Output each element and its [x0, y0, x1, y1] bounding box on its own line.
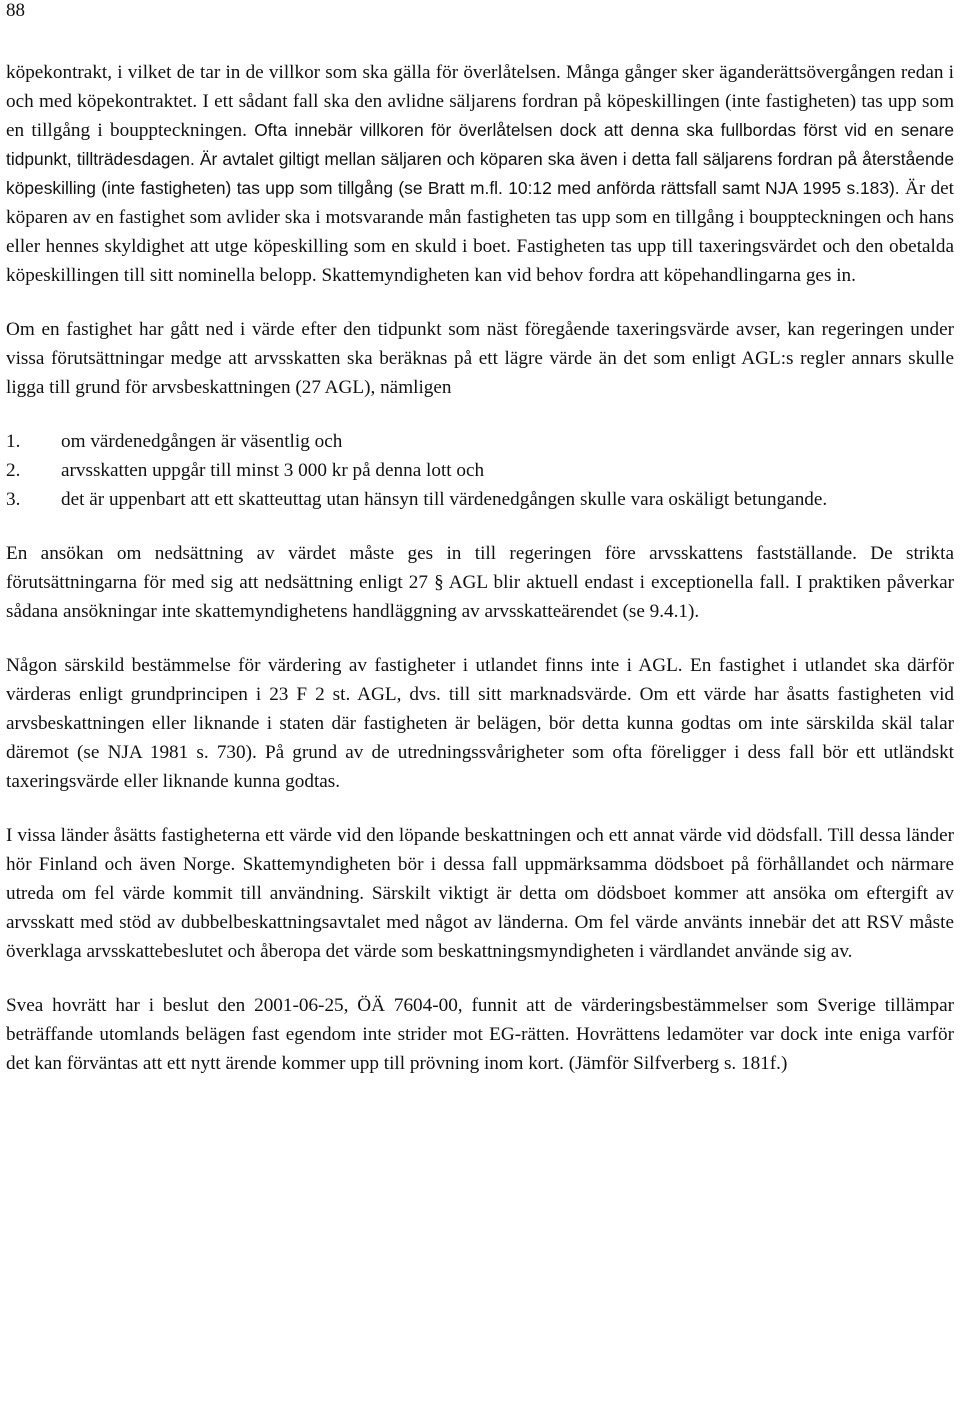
list-item: [6, 456, 954, 485]
list-item-number: 2.: [6, 460, 21, 481]
paragraph-application: En ansökan om nedsättning av värdet måste ges in till regeringen före arvsskattens fastställande. De strikta förutsättningarna för med sig att nedsättning enligt 27 § AGL blir aktuell endast i exceptionella fall. I praktiken påverkar sådana ansökningar inte skattemyndighetens handläggning av arvsskatteärendet (se 9.4.1).: [6, 543, 954, 622]
paragraph-text-sans: Ofta innebär villkoren för överlåtelsen dock att denna ska fullbordas först vid en senare tidpunkt, tillträdesdagen. Är avtalet giltigt mellan säljaren och köparen ska även i detta fall säljarens fordran på återstående köpeskilling (inte fastigheten) tas upp som tillgång (se Bratt m.fl. 10:12 med anförda rättsfall samt NJA 1995 s.183).: [6, 120, 955, 198]
list-item: [6, 485, 954, 514]
paragraph-text-serif-continued: Är det köparen av en fastighet som avlider ska i motsvarande mån fastigheten tas upp som en tillgång i bouppteckningen och hans eller hennes skyldighet att utge köpeskilling som en skuld i boet. Fastigheten tas upp till taxeringsvärdet och den obetalda köpeskillingen till sitt nominella belopp. Skattemyndigheten kan vid behov fordra att köpehandlingarna ges in.: [6, 178, 955, 286]
list-item-number: 3.: [6, 489, 21, 510]
paragraph-value-decrease: Om en fastighet har gått ned i värde efter den tidpunkt som näst föregående taxeringsvärde avser, kan regeringen under vissa förutsättningar medge att arvsskatten ska beräknas på ett lägre värde än det som enligt AGL:s regler annars skulle ligga till grund för arvsbeskattningen (27 AGL), nämligen: [6, 319, 954, 398]
list-item-number: 1.: [6, 431, 21, 452]
list-item-text: om värdenedgången är väsentlig och: [61, 431, 343, 452]
list-item-text: det är uppenbart att ett skatteuttag utan hänsyn till värdenedgången skulle vara oskäligt betungande.: [61, 489, 828, 510]
conditions-list: [6, 427, 954, 514]
list-item-text: arvsskatten uppgår till minst 3 000 kr på denna lott och: [61, 460, 485, 481]
page-number: 88: [6, 0, 25, 21]
list-item: [6, 427, 954, 456]
document-body: [6, 58, 954, 1103]
paragraph-text-serif: köpekontrakt, i vilket de tar in de villkor som ska gälla för överlåtelsen. Många gånger sker äganderättsövergången redan i och med köpekontraktet. I ett sådant fall ska den avlidne säljarens fordran på köpeskillingen (inte fastigheten) tas upp som en tillgång i bouppteckningen.: [6, 62, 954, 141]
paragraph-finland-norway: I vissa länder åsätts fastigheterna ett värde vid den löpande beskattningen och ett annat värde vid dödsfall. Till dessa länder hör Finland och även Norge. Skattemyndigheten bör i dessa fall uppmärksamma dödsboet på förhållandet och närmare utreda om fel värde kommit till användning. Särskilt viktigt är detta om dödsboet kommer att ansöka om eftergift av arvsskatt med stöd av dubbelbeskattningsavtalet med något av länderna. Om fel värde använts innebär det att RSV måste överklaga arvsskattebeslutet och åberopa det värde som beskattningsmyndigheten i värdlandet använde sig av.: [6, 825, 954, 962]
paragraph-foreign-property: Någon särskild bestämmelse för värdering av fastigheter i utlandet finns inte i AGL. En fastighet i utlandet ska därför värderas enligt grundprincipen i 23 F 2 st. AGL, dvs. till sitt marknadsvärde. Om ett värde har åsatts fastigheten vid arvsbeskattningen eller liknande i staten där fastigheten är belägen, bör detta kunna godtas om inte särskilda skäl talar däremot (se NJA 1981 s. 730). På grund av de utredningssvårigheter som ofta föreligger i dess fall bör ett utländskt taxeringsvärde eller liknande kunna godtas.: [6, 655, 954, 792]
paragraph-purchase-contract: [6, 58, 954, 290]
paragraph-court-decision: Svea hovrätt har i beslut den 2001-06-25, ÖÄ 7604-00, funnit att de värderingsbestämmelser som Sverige tillämpar beträffande utomlands belägen fast egendom inte strider mot EG-rätten. Hovrättens ledamöter var dock inte eniga varför det kan förväntas att ett nytt ärende kommer upp till prövning inom kort. (Jämför Silfverberg s. 181f.): [6, 995, 954, 1074]
